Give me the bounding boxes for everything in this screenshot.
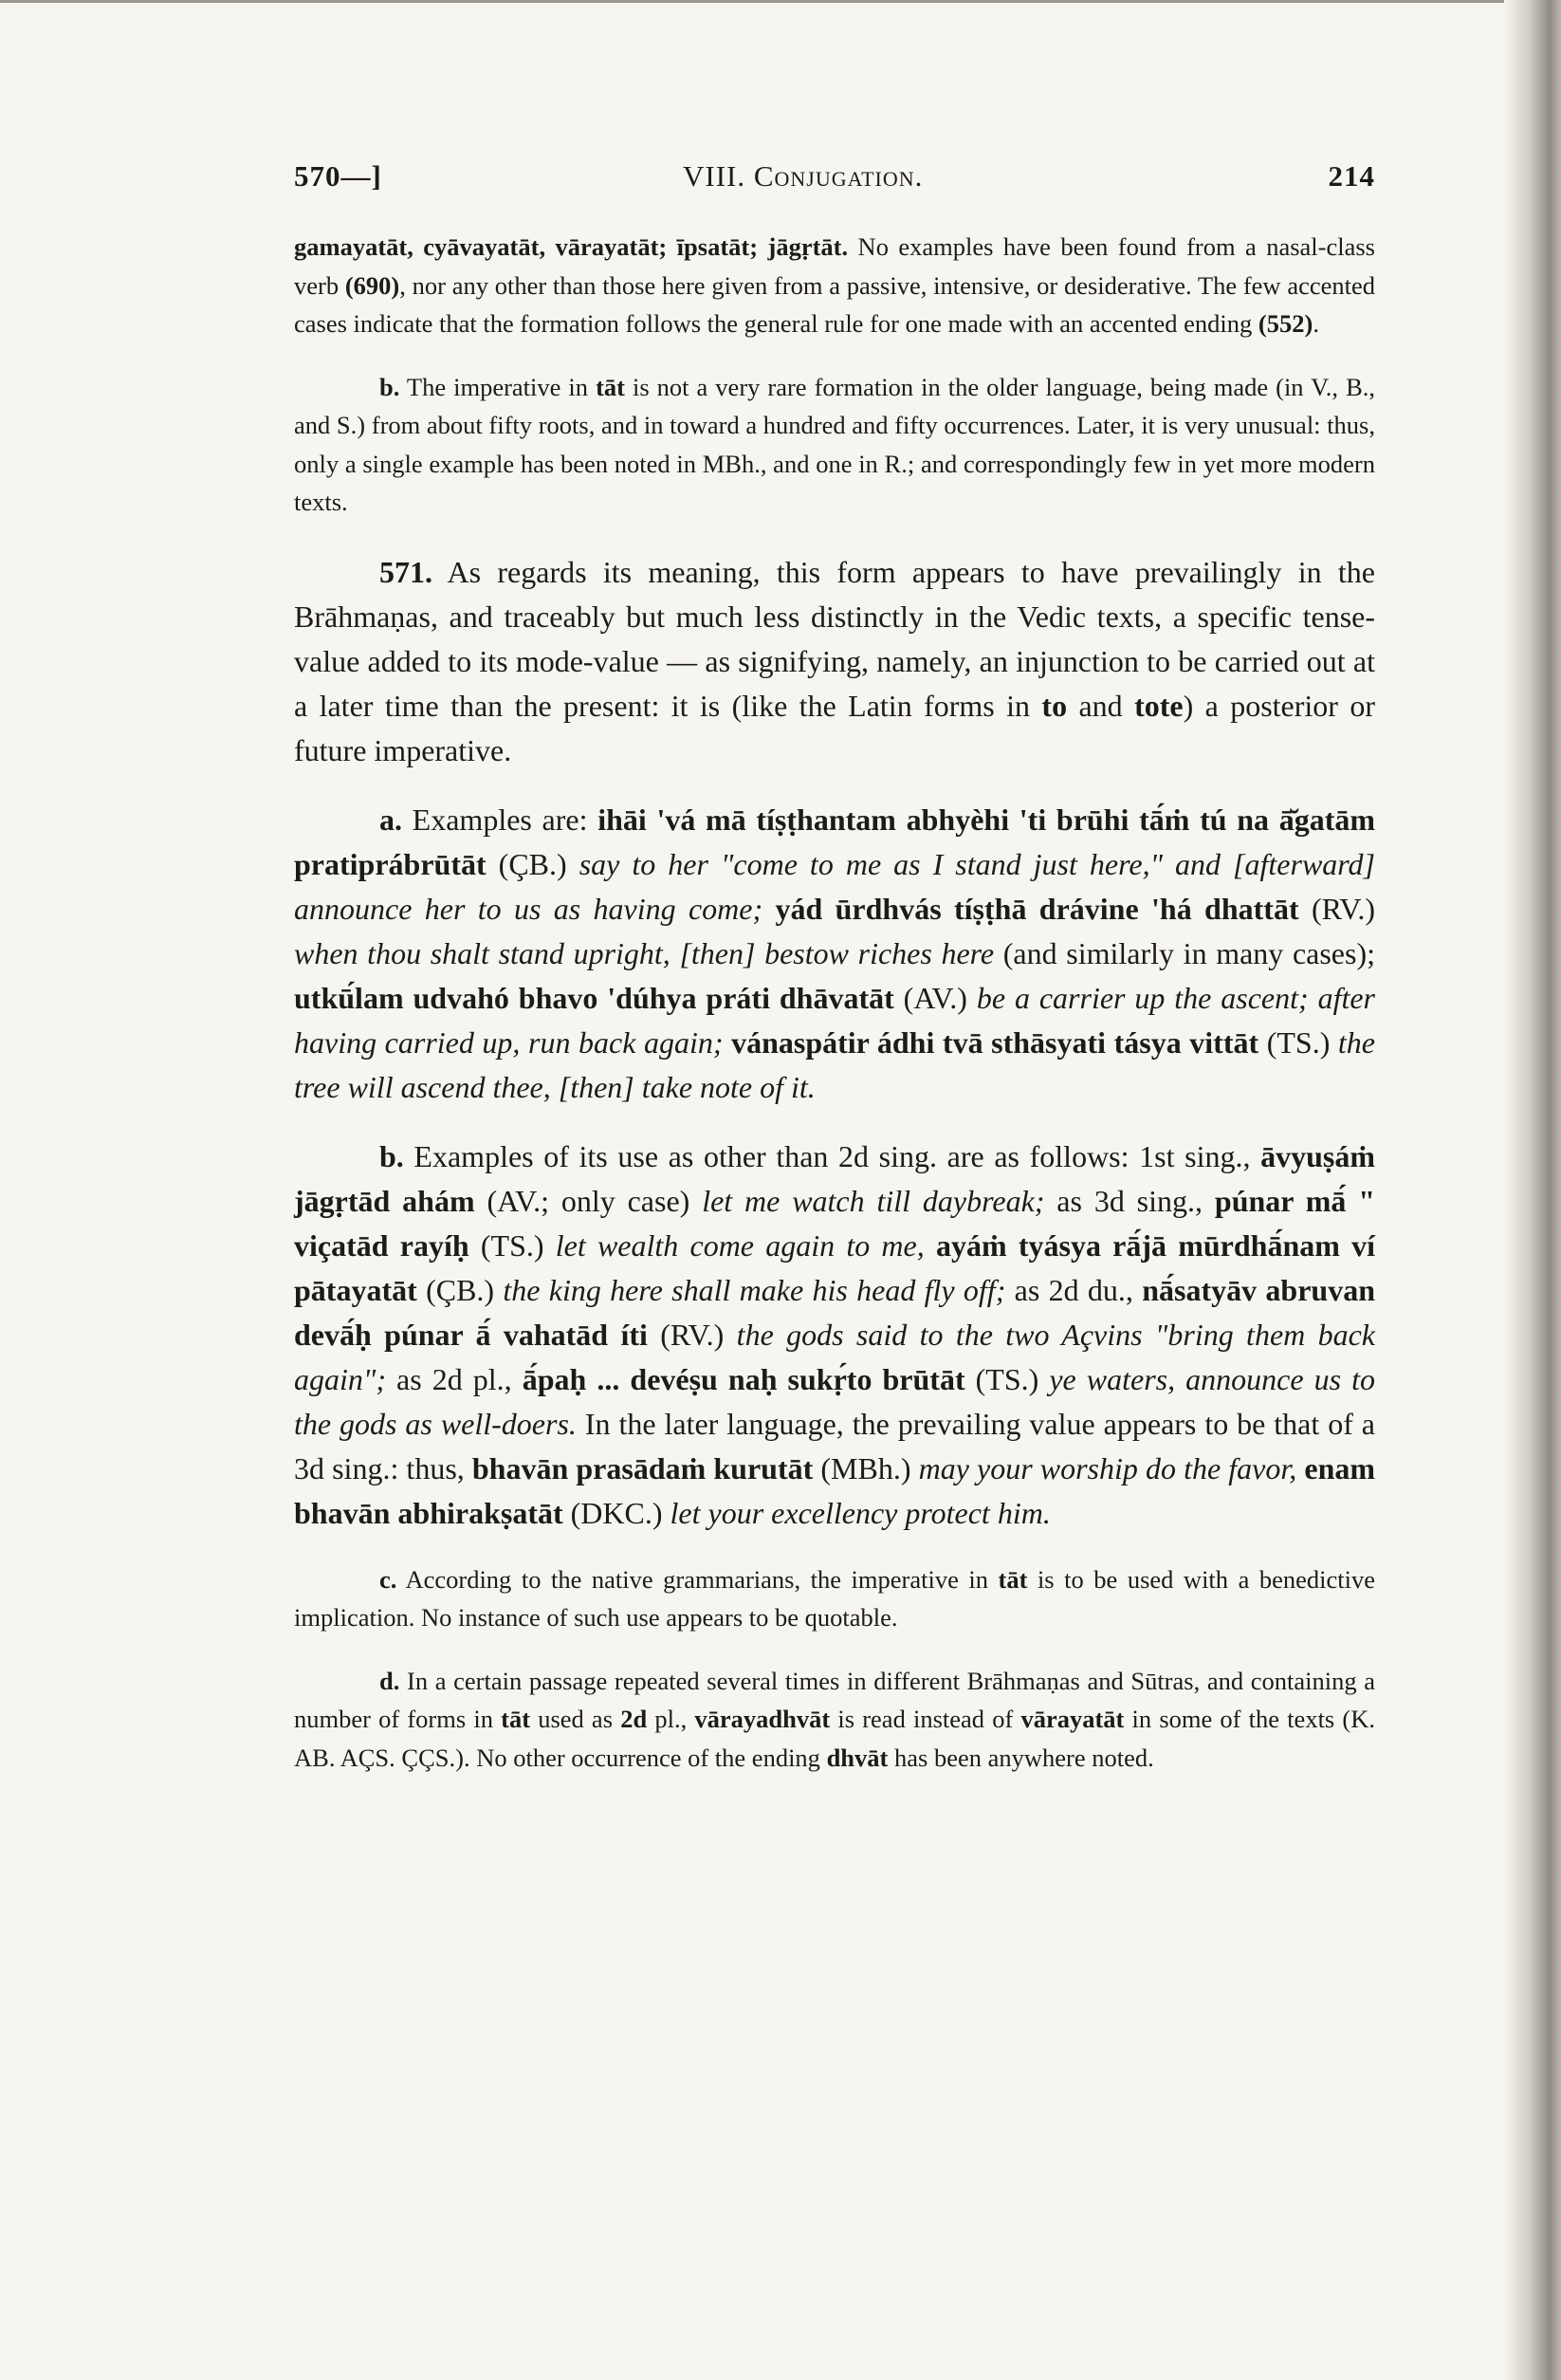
body-text: According to the native grammarians, the imperative in xyxy=(396,1564,999,1594)
sanskrit-term: vārayadhvāt xyxy=(694,1705,831,1733)
sanskrit-term: c. xyxy=(379,1564,397,1594)
body-text xyxy=(925,1228,936,1263)
translation-text: the tree will ascend thee, [then] take note of it. xyxy=(294,1024,1375,1104)
sanskrit-term: ayáṁ tyásya rā́jā mūrdhā́nam ví pātayatāt xyxy=(294,1227,1376,1307)
sanskrit-term: 571. xyxy=(379,554,432,589)
body-text: No examples have been found from a nasal-class verb xyxy=(294,232,1375,300)
page-top-edge xyxy=(0,0,1561,3)
translation-text: when thou shalt stand upright, [then] bestow riches here xyxy=(294,935,995,970)
paragraph-571-b xyxy=(294,1135,1375,1536)
paragraph-570-continued xyxy=(294,228,1375,343)
paragraph-571-a xyxy=(294,798,1375,1110)
translation-text: be a carrier up the ascent; after having carried up, run back again; xyxy=(294,980,1376,1060)
body-text: , nor any other than those here given from a passive, intensive, or desiderative. The few accented cases indicate that the formation follows the general rule for one made with an accented ending xyxy=(294,270,1375,338)
body-text: (TS.) xyxy=(964,1361,1050,1396)
sanskrit-term: dhvāt xyxy=(826,1743,889,1772)
sanskrit-term: (690) xyxy=(344,270,400,300)
sanskrit-term: b. xyxy=(379,1138,404,1173)
body-text: (RV.) xyxy=(1298,891,1376,926)
body-text: As regards its meaning, this form appears to have prevailingly in the Brāhmaṇas, and traceably but much less distinctly in the Vedic texts, a specific tense-value added to its mode-value — as signifying, namely, an injunction to be carried out at a later time than the present: it is (like the Latin forms in xyxy=(294,554,1375,723)
body-text: is not a very rare formation in the older language, being made (in V., B., and S.) from about fifty roots, and in toward a hundred and fifty occurrences. Later, it is very unusual: thus, only a single example has been noted in MBh., and one in R.; and correspondingly few in yet more modern texts. xyxy=(294,372,1375,516)
body-text: (RV.) xyxy=(647,1317,737,1352)
paragraph-571-c xyxy=(294,1560,1375,1637)
translation-text: say to her "come to me as I stand just here," and [afterward] announce her to us as having come; xyxy=(294,846,1376,926)
translation-text: may your worship do the favor, xyxy=(918,1450,1297,1485)
body-text xyxy=(762,892,775,926)
sanskrit-term: tāt xyxy=(501,1705,531,1733)
body-text: as 2d du., xyxy=(1005,1272,1143,1307)
sanskrit-term: d. xyxy=(379,1666,400,1695)
sanskrit-term: nā́satyāv abruvan devā́ḥ púnar ā́ vahatād íti xyxy=(294,1272,1376,1352)
body-text: (ÇB.) xyxy=(416,1272,504,1307)
sanskrit-term: gamayatāt, cyāvayatāt, vārayatāt; īpsatāt; jāgṛtāt. xyxy=(294,232,849,261)
section-reference: 570—] xyxy=(294,159,382,193)
sanskrit-term: 2d xyxy=(620,1705,648,1733)
body-text: (DKC.) xyxy=(562,1495,670,1530)
body-text: is read instead of xyxy=(830,1705,1021,1733)
sanskrit-term: a. xyxy=(379,802,402,837)
translation-text: ye waters, announce us to the gods as well-doers. xyxy=(294,1361,1376,1441)
body-text: (ÇB.) xyxy=(486,846,579,881)
body-text: Examples of its use as other than 2d sing. are as follows: 1st sing., xyxy=(403,1138,1261,1173)
body-text: in some of the texts (K. AB. AÇS. ÇÇS.). No other occurrence of the ending xyxy=(294,1705,1375,1772)
body-text: ) a posterior or future imperative. xyxy=(294,688,1376,767)
translation-text: let me watch till daybreak; xyxy=(702,1183,1045,1218)
body-text: (AV.) xyxy=(893,980,977,1015)
sanskrit-term: b. xyxy=(379,372,400,401)
body-text: In the later language, the prevailing value appears to be that of a 3d sing.: thus, xyxy=(294,1406,1376,1485)
translation-text: let wealth come again to me, xyxy=(555,1227,925,1263)
sanskrit-term: tāt xyxy=(596,372,625,401)
body-text: . xyxy=(1313,309,1319,338)
page-edge-shadow xyxy=(1504,0,1561,2380)
sanskrit-term: yád ūrdhvás tíṣṭhā drávine 'há dhattāt xyxy=(775,891,1299,926)
sanskrit-term: tote xyxy=(1134,688,1184,723)
body-text: (and similarly in many cases); xyxy=(994,935,1376,970)
body-text: as 3d sing., xyxy=(1044,1183,1215,1218)
sanskrit-term: (552) xyxy=(1258,309,1313,338)
translation-text: let your excellency protect him. xyxy=(670,1495,1051,1530)
body-text: used as xyxy=(530,1705,621,1733)
translation-text: the king here shall make his head fly off; xyxy=(503,1272,1006,1307)
sanskrit-term: ā́paḥ ... devéṣu naḥ sukṛ́to brūtāt xyxy=(522,1361,965,1396)
sanskrit-term: vārayatāt xyxy=(1020,1705,1125,1733)
body-text: is to be used with a benedictive implication. No instance of such use appears to be quotable. xyxy=(294,1564,1375,1632)
sanskrit-term: bhavān prasādaṁ kurutāt xyxy=(471,1450,814,1485)
sanskrit-term: tāt xyxy=(998,1564,1028,1594)
body-text: has been anywhere noted. xyxy=(888,1743,1154,1772)
paragraph-571 xyxy=(294,550,1375,773)
running-header xyxy=(294,142,1375,199)
body-text: (TS.) xyxy=(468,1227,556,1263)
body-text: and xyxy=(1067,688,1135,723)
body-text: (MBh.) xyxy=(813,1450,919,1485)
sanskrit-term: ihāi 'vá mā tíṣṭhantam abhyèhi 'ti brūhi tā́ṁ tú na ā̆gatām pratiprábrūtāt xyxy=(294,802,1376,881)
sanskrit-term: to xyxy=(1041,688,1068,723)
body-text: (AV.; only case) xyxy=(474,1183,703,1218)
paragraph-570-b xyxy=(294,368,1375,522)
paragraph-571-d xyxy=(294,1662,1375,1778)
body-text: Examples are: xyxy=(402,802,598,837)
chapter-title: VIII. Conjugation. xyxy=(683,159,924,193)
body-text: as 2d pl., xyxy=(385,1361,523,1396)
body-text: The imperative in xyxy=(399,372,597,401)
sanskrit-term: enam bhavān abhirakṣatāt xyxy=(294,1450,1376,1530)
sanskrit-term: āvyuṣáṁ jāgṛtād ahám xyxy=(294,1138,1375,1218)
body-text: pl., xyxy=(647,1705,695,1733)
page-number: 214 xyxy=(1328,159,1375,193)
sanskrit-term: púnar mā́ " viçatād rayíḥ xyxy=(294,1183,1376,1263)
body-text xyxy=(724,1025,732,1060)
sanskrit-term: utkū́lam udvahó bhavo 'dúhya práti dhāvatāt xyxy=(294,980,894,1015)
sanskrit-term: vánaspátir ádhi tvā sthāsyati tásya vittāt xyxy=(731,1024,1259,1060)
book-page xyxy=(294,142,1375,1777)
translation-text: the gods said to the two Açvins "bring them back again"; xyxy=(294,1317,1376,1396)
body-text: (TS.) xyxy=(1258,1024,1338,1060)
body-text: In a certain passage repeated several times in different Brāhmaṇas and Sūtras, and containing a number of forms in xyxy=(294,1666,1375,1733)
